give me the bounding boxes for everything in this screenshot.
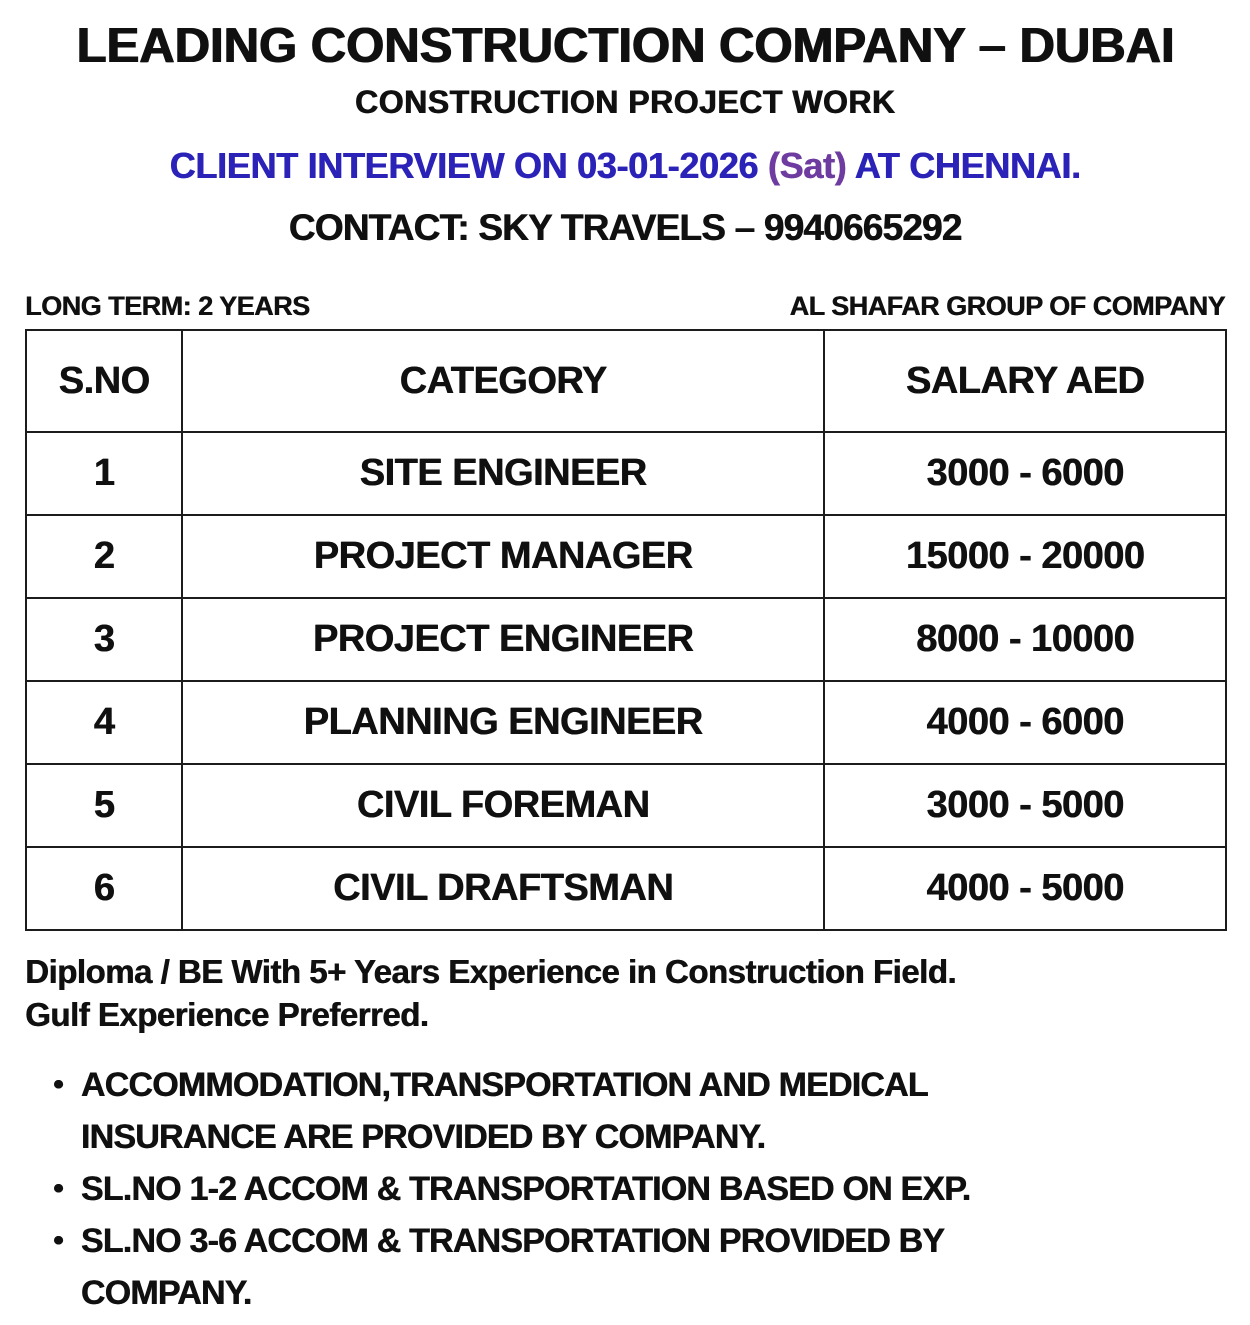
- cell-category: SITE ENGINEER: [182, 432, 824, 515]
- cell-category: PROJECT ENGINEER: [182, 598, 824, 681]
- bullet-text: [81, 1059, 928, 1163]
- bullet-item: [53, 1215, 1225, 1319]
- col-header-category: CATEGORY: [182, 330, 824, 432]
- cell-category: CIVIL DRAFTSMAN: [182, 847, 824, 930]
- cell-sno: 5: [26, 764, 182, 847]
- bullet-line: SL.NO 1-2 ACCOM & TRANSPORTATION BASED ON EXP.: [80, 1169, 971, 1208]
- cell-salary: 3000 - 5000: [824, 764, 1226, 847]
- bullet-dot-icon: •: [53, 1171, 63, 1205]
- table-row: [26, 847, 1226, 930]
- table-row: [26, 598, 1226, 681]
- cell-sno: 4: [26, 681, 182, 764]
- table-row: [26, 515, 1226, 598]
- table-row: [26, 432, 1226, 515]
- cell-category: PLANNING ENGINEER: [182, 681, 824, 764]
- cell-sno: 1: [26, 432, 182, 515]
- bullet-dot-icon: •: [53, 1067, 63, 1101]
- bullet-list: [25, 1059, 1225, 1319]
- bullet-line: INSURANCE ARE PROVIDED BY COMPANY.: [80, 1117, 766, 1156]
- cell-salary: 4000 - 6000: [824, 681, 1226, 764]
- contact-line: CONTACT: SKY TRAVELS – 9940665292: [288, 207, 962, 248]
- interview-text-post: AT CHENNAI.: [846, 145, 1081, 186]
- company-label: AL SHAFAR GROUP OF COMPANY: [789, 291, 1225, 321]
- table-row: [26, 764, 1226, 847]
- col-header-salary: SALARY AED: [824, 330, 1226, 432]
- requirements-paragraph: [25, 951, 1225, 1037]
- poster-subtitle: CONSTRUCTION PROJECT WORK: [354, 84, 896, 120]
- bullet-line: SL.NO 3-6 ACCOM & TRANSPORTATION PROVIDED BY: [80, 1221, 945, 1260]
- cell-sno: 2: [26, 515, 182, 598]
- requirements-line: Gulf Experience Preferred.: [25, 995, 429, 1033]
- poster-title: LEADING CONSTRUCTION COMPANY – DUBAI: [75, 19, 1174, 73]
- bullet-item: [53, 1059, 1225, 1163]
- interview-line: [25, 145, 1225, 187]
- jobs-table: [25, 329, 1227, 931]
- cell-salary: 3000 - 6000: [824, 432, 1226, 515]
- term-label: LONG TERM: 2 YEARS: [25, 291, 310, 321]
- cell-category: PROJECT MANAGER: [182, 515, 824, 598]
- cell-sno: 3: [26, 598, 182, 681]
- table-row: [26, 681, 1226, 764]
- cell-sno: 6: [26, 847, 182, 930]
- table-caption-row: [25, 291, 1225, 322]
- cell-category: CIVIL FOREMAN: [182, 764, 824, 847]
- bullet-dot-icon: •: [53, 1223, 63, 1257]
- cell-salary: 8000 - 10000: [824, 598, 1226, 681]
- col-header-sno: S.NO: [26, 330, 182, 432]
- cell-salary: 15000 - 20000: [824, 515, 1226, 598]
- cell-salary: 4000 - 5000: [824, 847, 1226, 930]
- table-header-row: [26, 330, 1226, 432]
- interview-text-pre: CLIENT INTERVIEW ON 03-01-2026: [169, 145, 768, 186]
- interview-day: (Sat): [767, 145, 847, 186]
- bullet-text: [81, 1163, 970, 1215]
- bullet-line: COMPANY.: [80, 1273, 252, 1312]
- bullet-line: ACCOMMODATION,TRANSPORTATION AND MEDICAL: [80, 1065, 928, 1104]
- requirements-line: Diploma / BE With 5+ Years Experience in Construction Field.: [25, 953, 956, 990]
- bullet-item: [53, 1163, 1225, 1215]
- bullet-text: [81, 1215, 944, 1319]
